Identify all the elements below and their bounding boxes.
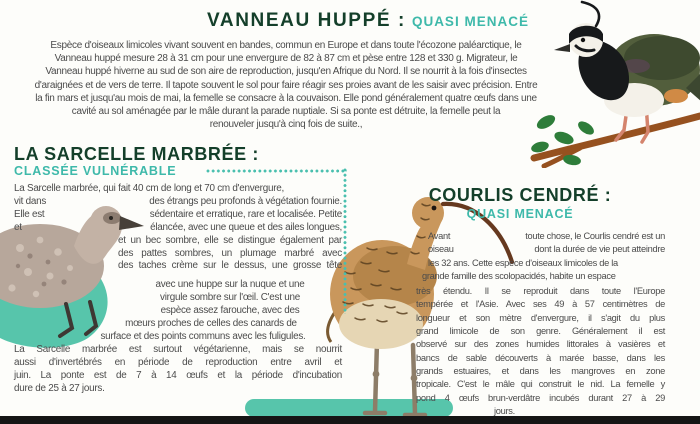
- sarcelle-paragraph-line: avec une huppe sur la nuque et une: [155, 279, 305, 291]
- sarcelle-paragraph-line: et un bec sombre, elle se distingue également par: [118, 234, 342, 246]
- vanneau-paragraph-line: la fin mars et jusqu'au mois de mai, la femelle se consacre à la couvaison. Elle pond généralement quatre œufs dans une: [35, 92, 537, 104]
- courlis-paragraph-line: tropicale. C'est le mâle qui construit le nid. La femelle y: [416, 379, 665, 390]
- courlis-paragraph-line: longueur et son mètre d'envergure, il s'agit du plus: [416, 312, 665, 323]
- sarcelle-paragraph-line: Elle est sédentaire et erratique, rare et localisée. Petite: [14, 208, 342, 220]
- vanneau-paragraph-line: Espèce d'oiseaux limicoles vivant souvent en bandes, commun en Europe et dans toute l'écozone paléarctique, le: [50, 40, 522, 51]
- courlis-paragraph-line: les 32 ans. Cette espèce d'oiseaux limicoles de la: [428, 257, 618, 268]
- courlis-paragraph-line: grand limicole de son genre. Généralement il est: [416, 326, 665, 337]
- sarcelle-status-badge: CLASSÉE VULNÉRABLE: [14, 164, 177, 178]
- vanneau-paragraph-line: d'araignées et de vers de terre. Il tapote souvent le sol pour faire réagir ses proies avant de les saisir avec précision. Entre: [34, 79, 538, 91]
- courlis-paragraph-line: grands estuaires, et dans les mangroves en zone: [416, 365, 665, 376]
- vanneau-paragraph-line: cavité au sol aménagée par le mâle durant la parade nuptiale. Si sa ponte est détruite, la femelle peut la: [71, 106, 501, 118]
- dotted-separator-horizontal: [206, 169, 347, 173]
- dotted-separator-vertical: [343, 168, 347, 314]
- courlis-paragraph-line: bancs de sable découverts à marée basse, dans les: [416, 352, 665, 363]
- vanneau-title: VANNEAU HUPPÉ :: [207, 10, 406, 31]
- sarcelle-paragraph-line: et élancée, avec une queue et des ailes longues,: [14, 221, 342, 233]
- sarcelle-paragraph-line: juin. La ponte est de 7 à 14 œufs et la période d'incubation: [14, 369, 342, 381]
- vanneau-section-header: [0, 10, 700, 32]
- courlis-section-header: [395, 185, 645, 221]
- courlis-paragraph-line: tempérée et l'Asie. Avec ses 49 à 57 centimètres de: [416, 299, 665, 310]
- courlis-paragraph-line: Avant toute chose, le Courlis cendré est un: [428, 231, 665, 241]
- courlis-paragraph-line: jours.: [494, 405, 515, 416]
- sarcelle-paragraph-line: La Sarcelle marbrée est surtout végétarienne, mais se nourrit: [14, 343, 342, 355]
- sarcelle-paragraph-line: des pattes sombres, un plumage marbré avec: [118, 247, 342, 259]
- sarcelle-paragraph-line: surface et des points communs avec les fuligules.: [100, 330, 306, 342]
- sarcelle-paragraph-line: dure de 25 à 27 jours.: [14, 382, 105, 394]
- sarcelle-paragraph: [14, 183, 342, 396]
- vanneau-status-badge: QUASI MENACÉ: [411, 14, 529, 29]
- courlis-title: COURLIS CENDRÉ :: [428, 185, 612, 205]
- sarcelle-title: LA SARCELLE MARBRÉE :: [14, 144, 259, 164]
- courlis-paragraph-line: oiseau dont la durée de vie peut atteindre: [428, 244, 665, 255]
- sarcelle-paragraph-line: des taches crème sur le dessus, une grosse tête: [118, 260, 342, 272]
- vanneau-paragraph-line: Vanneau huppé mesure 28 à 31 cm pour une envergure de 82 à 87 cm et pèse entre 128 et 330 g. Migrateur, le: [54, 53, 518, 65]
- courlis-status-badge: QUASI MENACÉ: [466, 207, 574, 221]
- vanneau-paragraph-line: Vanneau huppé hiverne au sud de son aire de reproduction, jusqu'en Afrique du Nord. Il se nourrit à la fois d'insectes: [45, 66, 527, 78]
- courlis-paragraph-line: grande famille des scolopacidés, habite un espace: [422, 270, 616, 281]
- sarcelle-paragraph-line: mœurs proches de celles des canards de: [125, 318, 297, 330]
- courlis-paragraph-line: pond 4 œufs brun-verdâtre incubés durant 27 à 29: [416, 392, 665, 403]
- sarcelle-paragraph-line: aussi d'invertébrés en période de reproduction entre avril et: [14, 356, 342, 368]
- courlis-paragraph-line: observé sur des zones humides littorales à vasières et: [416, 339, 665, 350]
- sarcelle-paragraph-line: virgule sombre sur l'œil. C'est une: [160, 292, 300, 304]
- sarcelle-paragraph-line: La Sarcelle marbrée, qui fait 40 cm de long et 70 cm d'envergure,: [14, 183, 284, 194]
- bottom-bar: [0, 416, 700, 424]
- vanneau-paragraph-line: renouveler jusqu'à cinq fois de suite.,: [209, 119, 363, 131]
- courlis-paragraph: [410, 230, 665, 418]
- vanneau-paragraph: [8, 39, 564, 131]
- courlis-paragraph-line: très étendu. Il se reproduit dans toute l'Europe: [416, 286, 665, 297]
- sarcelle-paragraph-line: espèce assez farouche, avec des: [160, 305, 300, 317]
- sarcelle-paragraph-line: vit dans des étrangs peu profonds à végétation fournie.: [14, 195, 342, 207]
